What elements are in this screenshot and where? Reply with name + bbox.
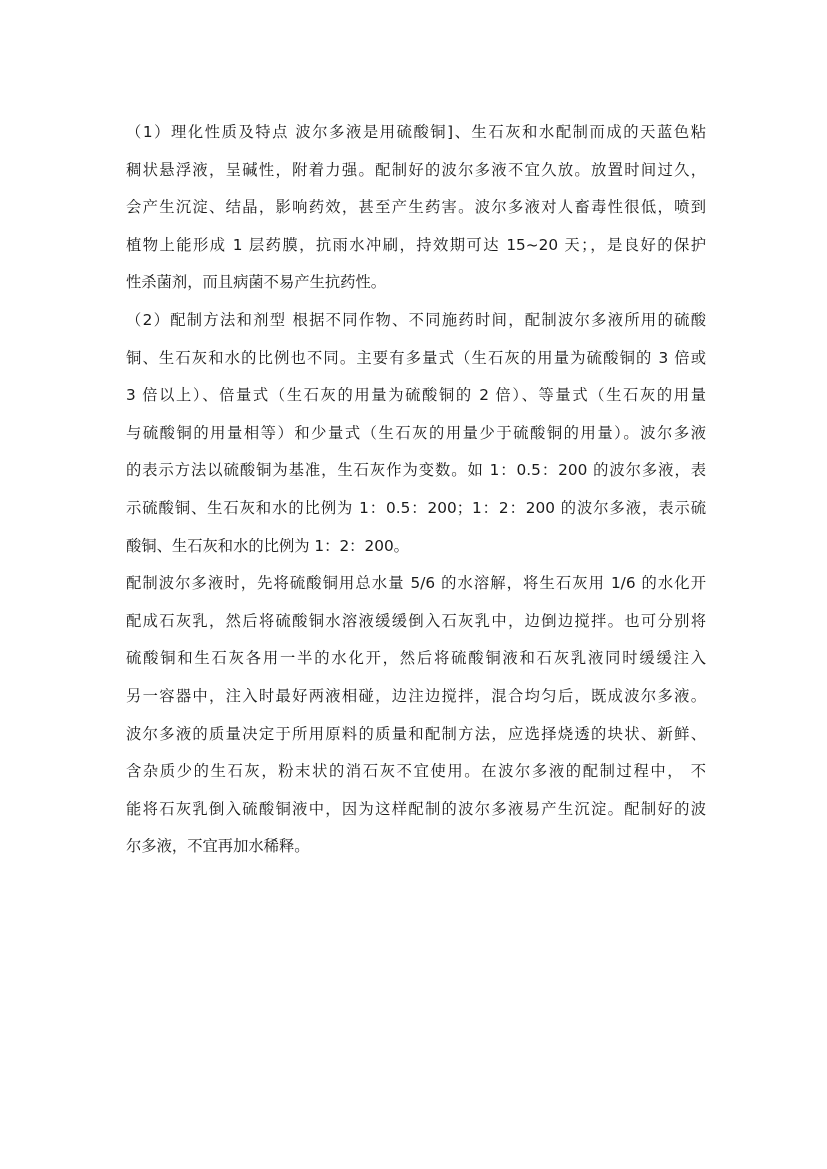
text-line: 3 倍以上）、倍量式（生石灰的用量为硫酸铜的 2 倍）、等量式（生石灰的用量 [126,386,706,405]
text-line: （2）配制方法和剂型 根据不同作物、不同施药时间，配制波尔多液所用的硫酸 [126,310,706,329]
text-line: 性杀菌剂，而且病菌不易产生抗药性。 [126,273,387,292]
document-body [126,114,706,866]
text-line: 的表示方法以硫酸铜为基准，生石灰作为变数。如 1：0.5：200 的波尔多液，表 [126,461,706,480]
text-line: 稠状悬浮液，呈碱性，附着力强。配制好的波尔多液不宜久放。放置时间过久， [126,160,706,179]
text-line: 会产生沉淀、结晶，影响药效，甚至产生药害。波尔多液对人畜毒性很低，喷到 [126,198,706,217]
text-line: 波尔多液的质量决定于所用原料的质量和配制方法，应选择烧透的块状、新鲜、 [126,724,706,743]
text-line: 硫酸铜和生石灰各用一半的水化开，然后将硫酸铜液和石灰乳液同时缓缓注入 [126,649,706,668]
text-line: 与硫酸铜的用量相等）和少量式（生石灰的用量少于硫酸铜的用量）。波尔多液 [126,423,706,442]
text-line: 植物上能形成 1 层药膜，抗雨水冲刷，持效期可达 15~20 天；，是良好的保护 [126,235,706,254]
text-line: 酸铜、生石灰和水的比例为 1：2：200。 [126,536,409,555]
text-line: 能将石灰乳倒入硫酸铜液中，因为这样配制的波尔多液易产生沉淀。配制好的波 [126,799,706,818]
text-line: 配成石灰乳，然后将硫酸铜水溶液缓缓倒入石灰乳中，边倒边搅拌。也可分别将 [126,611,706,630]
text-line: 含杂质少的生石灰，粉末状的消石灰不宜使用。在波尔多液的配制过程中， 不 [126,762,706,781]
text-line: 示硫酸铜、生石灰和水的比例为 1：0.5：200；1：2：200 的波尔多液，表示硫 [126,498,706,517]
text-line: 铜、生石灰和水的比例也不同。主要有多量式（生石灰的用量为硫酸铜的 3 倍或 [126,348,706,367]
text-line: （1）理化性质及特点 波尔多液是用硫酸铜]、生石灰和水配制而成的天蓝色粘 [126,123,706,141]
text-line: 配制波尔多液时，先将硫酸铜用总水量 5/6 的水溶解，将生石灰用 1/6 的水化开 [126,574,706,593]
text-line: 另一容器中，注入时最好两液相碰，边注边搅拌，混合均匀后，既成波尔多液。 [126,686,706,705]
text-line: 尔多液，不宜再加水稀释。 [126,837,310,856]
